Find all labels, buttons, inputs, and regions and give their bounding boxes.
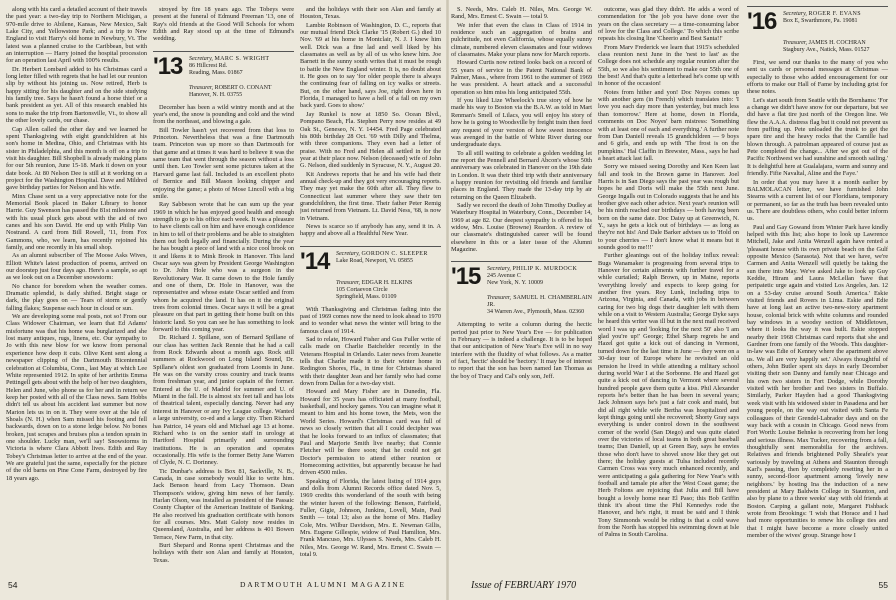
paragraph: Minx Chase sent us a very appreciative note for the Memorial Book placed in Baker Library to honor Harrie. Guy Swenson has passed the 81st milestone and with his usual pluck gets about with the aid of two canes and his son David. He end up with Philip Van Nostrand. A card from Bill Rowell, '11, from Fox Gammons, who, we learn, has recently rejoined his family, and one recently in his small shop. <box>6 192 147 251</box>
paragraph: Howard and Mary Fisher are in Dunedin, Fla. Howard for 35 years has officiated at many football, basketball, and hockey games. You can imagine what it meant to him and his home town, the Mets, won the World Series. Howard's Christmas card was full of news so closely written that all I could decipher was that he looks forward to an influx of classmates; that Paul and Marjorie Smith live nearby; that Connie Fletcher will be there soon; that he could not get Doctor's permission to attend either reunion or Homecoming activities, but apparently because he had driven 4500 miles. <box>300 388 441 477</box>
class-1914-treasurer: Treasurer, EDGAR H. ELKINS 105 Cortaevon Circle Springfield, Mass. 01109 <box>336 279 413 300</box>
right-column-3 <box>747 6 888 576</box>
paragraph: First, we send our thanks to the many of you who sent us cards or personal messages at Christmas — especially to those who added encouragement for our efforts to make our Hall of Fame by including grist for these notes. <box>747 59 888 96</box>
page-number-left: 54 <box>8 580 18 590</box>
paragraph: Burt Shepard and Ronna spent Christmas and the holidays with their son Alan and family at Houston, Texas. <box>153 542 294 564</box>
paragraph: Kit Andrews reports that he and his wife had their annual check-up and they got very encouraging reports. They may yet make the 60th after all. They flew to Connecticut last summer where they saw their ten grandchildren, the first time. Their father Peter Remig just returned from Vietnam. Lt. David Ness, '68, is now in Vietnam. <box>300 170 441 222</box>
issue-date-footer: Issue of FEBRUARY 1970 <box>471 580 577 591</box>
paragraph: Tic Dunbar's address is Box 81, Sackville, N. B., Canada, in case somebody would like to write him. Jack Benson heard from Lacy Thomson. Dean Thompson's widow, giving him news of her family. Harlan Olson, was installed as president of the Passaic County Chapter of the American Institute of Banking. He also received his graduation certificate with honors for all courses. Mrs. Matt Galoty now resides in Queensland, Australia, and her address is 401 Bowen Terrace, New Farm, in that city. <box>153 467 294 541</box>
paragraph: Sorry we missed seeing Dorothy and Ken Keen last fall and took in the Brown game in Hanover. Joel Harris is in San Diego says the past year was rough but hopes he and Doris will make the 55th next June. George Ingalls out in Colorado suggests that he and his brother give each other advice. Next year's reunion will be his ninth reached our birthdays — both having been born on the same date. Doc Daisy up at Greenwich, N. Y., says he gets a kick out of birthdays — as long as they're not his! And Dale Barker advises us to 'Hold on to your cherries — I don't know what it means but it sounds good to me!!!' <box>598 163 739 251</box>
class-1913-secretary: Secretary, MARC S. WRIGHT 86 Hillcrest Rd. Reading, Mass. 01867 <box>189 55 270 76</box>
class-year-1916: '16 <box>747 8 777 35</box>
paragraph: To all still waiting to celebrate a golden wedding let me report the Pennell and Bernard Abcon's whose 50th anniversary was celebrated in Hanover on the 19th date in London. It was their third trip with their anniversary a happy reunion for revisiting old friends and familiar places in England. They made the 13-day trip by air returning on the Queen Elizabeth. <box>451 149 592 201</box>
paragraph: Let's start south from Seattle with the Bornhams: 'For a change we didn't have snow for our departure, but we did have a flat tire just north of the Oregon line. We flew the A.A.A. distress flag but it could not prevent us from puffing up. Pete unloaded the trunk to get the spare tire and the heavy rocks that the Camille had blown through. A patrolman appeared of course just as Pete completed the change... After we got out of the Pacific Northwest we had sunshine and smooth sailing.' It is delightful here at Gualalajara, warm and sunny and friendly. Fifie Navaltal, Aline and the Faye.' <box>747 96 888 178</box>
paragraph: Notes from hither and yon! Doc Noyes comes up with another gem (in French) which translates into: 'I love you each day more than yesterday, but much less than tomorrow.' Here at home, down in Florida, comments on Doc Noyes' barn mistress: 'Something with at least one of each and everything.' A further note from Dan Daniell reveals 15 grandchildren — 9 boys and 6 girls, and ends up with 'The frost is on the pumpkins.' Hal Claffin in Brewster, Mass., says he had a heart attack last fall. <box>598 88 739 162</box>
left-column-3 <box>300 6 441 576</box>
paragraph: along with his card a detailed account of their travels the past year: a two-day trip to Northern Michigan, a 970-mile drive to Abilene, Kansas, New Mexico, Salt Lake City, and Yellowstone Park; and a trip to New England to visit Harry's old home in Newbury, Vt. The latest was a planned cruise to the Caribbean, but with an interruption — Harry joined the hospital procession for an operation last April with 100% results. <box>6 6 147 65</box>
paragraph: and the holidays with their son Alan and family at Houston, Texas. <box>300 6 441 21</box>
paragraph: No chance for boredom when the weather comes. Dramatic splendid, is daily shifted. Bright stage or dark, the play goes on — Tears of storm or gently falling flakes; Suspense each hour in cloud or sun. <box>6 282 147 312</box>
class-1914-header <box>300 246 441 274</box>
paragraph: We are developing some real posts, not so! From our Class Widower Chairman, we learn that Ed Adams' misfortune was that his home was burglarized and she lost many antiques, rugs, linens, etc. Our sympathy to Jo with this new blow for we know from personal experience how deep it cuts. Olive Kent sent along a newspaper clipping of the Dartmouth Bicentennial celebration at Columbia, Conn., last May at which Lee White represented 1912. In spite of her arthritis Emma Pettingell gets about with the help of her two daughters, Helen and June, who phone us for her and in return we keep her posted with all of the Class news. Sam Hobbs didn't tell us about his accident last summer but now Marion lets us in on it. They were over at the Isle of Shoals (N. H.) when Sam missed his footing and fell backwards, down on to a stone ledge below. No bones broken, just scrapes and bruises plus a tendon sprain in one shoulder. Lucky man, we'll say! Snowstorms in Victoria is where Clara Abbott lives. Edith and Ray Tobey's Christmas letter to arrive at the end of the year. We are grateful just the same, especially for the picture of the old barns on Pine Cone Farm, destroyed by fire 18 years ago. <box>6 313 147 482</box>
paragraph: Sad to relate, Howard Fisher and Gus Fuller write of calls made on Charlie Batchelder recently in the Veterans Hospital in Orlando. Later news from Jeanette tells that Charlie made it to their winter home in Redington Shores, Fla., in time for Christmas shared with their daughter Jean and her family who had come down from Dallas for a two-day visit. <box>300 336 441 388</box>
paragraph: Dr. Richard J. Spillane, son of Bernard Spillane of our class has written Jack Rennie that he had a call from Rock Edwards about a month ago. Rock still summers at Rockwood on Long Island Sound, Dr. Spillane's oldest son graduated from Loomis in June. He was on the varsity cross country and track teams from freshman year, and junior captain of the former. Entered at the U. of Madrid for summer and U. of Miami in the fall. He is almost six feet tall and has lots of theatrical talent, especially dancing. Never had any interest in Hanover or any Ivy League college. Wanted a large university, co-ed and a large city. Then Richard has Patrice, 14 years old and Michael age 13 at home. Richard who is on the senior staff in urology at Hartford Hospital primarily and surrounding institutions. He is an operation and operates occasionally. His wife is the former Betty Jane Warren of Clyde, N. C. Dorinney. <box>153 334 294 467</box>
paragraph: Jay Runkel is now at 1850 So. Ocean Blvd., Pompano Beach, Fla. Stephen Perry now resides at 49 Oak St., Geneseo, N. Y. 14454. Fred Page celebrated his 80th birthday 28 Oct. '69 with Dilly and Thelma, with three companions. They even had a letter of praise. With no Fred and Helen all settled in for the year at their place now. Nelson (deceased) wife of John G. Nelson, died suddenly in Syracuse, N. Y., August 20. <box>300 110 441 170</box>
paragraph: Sadly we record the death of John Timothy Dudley at Waterbury Hospital in Waterbury, Conn., December 14, 1969 at age 82. Our deepest sympathy is offered to his widow, Mrs. Louise (Browne) Reardon. A review of our classmate's distinguished career will be found elsewhere in this or a later issue of the Alumni Magazine. <box>451 201 592 253</box>
paragraph: News is scarce so if anybody has any, send it in. A happy and above all a Healthful New Year. <box>300 222 441 238</box>
paragraph: If you liked Lize Wheelock's true story of how he made his way to Boston via the B.A.W. as told in Mart Renman's Smell of Lilacs, you will enjoy his story of how he is going to Woodsville by freight train then feed any request of your version of how sweet innocence was avenged in the battle of White River during our undergraduate days. <box>451 97 592 149</box>
class-1913-header <box>153 51 294 79</box>
paragraph: From Marv Frederick we learn that 1915's scheduled class reunion next June in the 'nest to last' as the College does not schedule any regular reunion after the 55th, so we also his sentiment to make our 55th one of the best! And that's quite a letterhead he's come up with in honor of the occasion! <box>598 43 739 88</box>
class-1915-secretary: Secretary, PHILIP K. MURDOCK 245 Avenue C New York, N. Y. 10009 <box>487 266 578 287</box>
class-1914-secretary: Secretary, GORDON C. SLEEPER Lake Road, Newport, Vt. 05855 <box>336 250 428 264</box>
class-1916-treasurer: Treasurer, JAMES H. COCHRAN Stagbury Ave., Natick, Mass. 01527 <box>783 40 870 53</box>
class-year-1915: '15 <box>451 263 481 291</box>
right-column-1 <box>451 6 592 576</box>
right-column-2 <box>598 6 739 576</box>
left-column-1 <box>6 6 147 576</box>
paragraph: Speaking of Florida, the latest listing of 1914 guys and dolls from Alumni Records office dated Nov. 5, 1969 credits this wonderland of the south with being the winter haven of the following: Benson, Fairfield, Fuller, Gigie, Johnson, Junkins, Lovell, Main, Paul Smith — total 13; also as the home of Mrs. Hadley Cole, Mrs. Wilbur Davidson, Mrs. E. Newman Gillis, Mrs. Eugene Gillespie, widow of Paul Hamilton, Mrs. Frank Mancuso, Mrs. Ulysses S. Needs, Mrs. Caleb H. Niles, Mrs. George W. Rand, Mrs. Ernest C. Swain — total 9. <box>300 477 441 558</box>
paragraph: As an alumni subscriber of The Moose Asks Wives, Elliott White's latest production of poems, arrived on our doorstep just four days ago. Here's a sample, so apt as we look out on a December snowstorm: <box>6 252 147 282</box>
paragraph: Bill Towler hasn't yet recovered from that loss to Princeton. Nevertheless that was a fine Dartmouth team. Princeton was up more so than Dartmouth for that game and at times it was hard to believe it was the same team that went through the season without a loss until then. Leo Towler sent some pictures taken at the Harvard game last fall. Included is an excellent photo of Bernice and Bill Mason looking chipper and enjoying the game; a photo of Mose Lincoll with a big smile. <box>153 126 294 200</box>
paragraph: Ray Sabbeson wrote that he can sum up the year 1969 in which he has enjoyed good health and enough strength to go to his office each week. It was a pleasure to have clients call on him and have enough confidence in him to tell of their problems and be able to straighten them out both legally and financially. During the year he has bought a piece of land with a nice cool brook on it and likens it to Mink Brook in Hanover. This land Oscar says was given by President George Washington to Dr. John Hole who was a surgeon in the Revolutionary War. It came down to the Hole family and one of them, Dr. Hole in Hanover, was the representative and whose estate Oscar settled and from whom he acquired the land. It has on it the original trees from colonial times. Oscar says it will be a great pleasure on that part in getting their home built on this historic land. So you can see he has something to look forward to this coming year. <box>153 201 294 334</box>
paragraph: stroyed by fire 18 years ago. The Tobeys were present at the funeral of Edmund Freeman '13, one of Ray's old friends at the Good Will Schools for whom Edith and Ray stood up at the time of Edmund's wedding. <box>153 6 294 43</box>
paragraph: outcome, was glad they didn't. He adds a word of commendation for 'the job you have done over the years on the class secretary — a time-consuming labor of love for the Class and College.' To which this scribe repeats his closing line 'Cheerio and Best Santa!!' <box>598 6 739 43</box>
class-1916-header <box>747 6 888 34</box>
paragraph: Attempting to write a column during the hectic period just prior to New Year's Eve — for publication in February — is indeed a challenge. It is to be hoped that our anticipation of New Year's Eve will in no way interfere with the fluidity of what follows. As a matter of fact, 'hectic' should be 'hectory.' It may be of interest to report that the son has been named Ian Thomas as the boy of Tracy and Cal's only son, Jeff. <box>451 321 592 380</box>
paragraph: December has been a wild wintry month and at the year's end, the snow is pounding and cold and the wind from the northeast, and blowing a gale. <box>153 103 294 126</box>
paragraph: Further gleanings out of the holiday influx reveal: Bugs Wanamaker is progressing from several trips to Hanover for certain ailments with further travel for a while curtailed; Ralph Brown, up in Maine, reports 'everything lovely' and expects to keep going for another five years. Roy Lunk, including trips to Arizona, Virginia, and Canada, with jobs in between caring for two big dogs their daughter left with them while on a visit to Western Australia; George Dyke says he heard this writer was ill but in the next mail received word I was up and 'looking for the next 50' also 'I am glad you're up!' George; Ethel Sharp regrets he and Hazel got quite a kick out of dancing in Vermont, turned down for the last time in June — they were on a 30-day tour of Europe where he revisited an old pension he lived in while attending a military school during world War I at the Sorbonne. He and Hazel got quite a kick out of dancing in Vermont where several hundred people gave them quite a kiss. Phil Alexander reports he's better than he has been in several years; Jack Johnson says he's just a fair cook and maid, but did all right while wife Bertha was hospitalized and kept things going until she recovered; Shorty Gray says everything is under control down in the southwest corner of the world (San Diego) and was quite elated over the victories of local teams in both great baseball teams; Dan Daniell, up at Green Bay, says he envies those who don't have to shovel snow like they get out there; the holiday guests at Tulsa included recently Carmen Cross was very much enhanced recently, and were anticipating a gala gathering for New Year's with football and tamale pie after the West Coast game; the Herb Foltons are rejoicing that Julia and Bill have bought a lovely home near El Paso; this Bob Griffin think it's about time the Phil Kennedys rode the Hanover, and he's right, it must be said and I think Tony Simmonds would be riding is that a cold wave from the North has stopped his swimming down at Isle of Palms in South Carolina. <box>598 252 739 539</box>
left-page <box>0 0 447 600</box>
paragraph: Dr. Herbert Lombard added to his Christmas card a long letter filled with regrets that he had let our reunion slip by without his joining us. Now retired, Herb is happy sitting for his daughter and on the side studying his family tree. Says he hasn't found a horse thief or a bank president as yet. All of this research enabled his sons to make the trip from Bartonsville, Vt., to show all the other lovely cards, our chase. <box>6 65 147 125</box>
paragraph: Paul and Gay Gowand from Winter Park have kindly helped with this list; also hope to look up Lawrence Mitchell, Jake and Anita Wenzell again have rented a 'pleasant house with its own private beach on the Gulf opposite Mexico (Sarasota). Not that we have, we're Carmen and Anita Wenzell will quietly be taking the sun there into May. We've asked Jake to look up Guy Keddie, Hiram and Laura McLellan 'have that peripatetic urge again and visited Los Angeles, Jan. 12 on a 53-day cruise around South America.' Eskie visited friends and Rovers in Lima. Eskie and Edie have at long last an active two-new-story apartment house, colonial brick with white columns and rounded bay windows in a woodsy section of Middletown, where it looks the way it was built. Eskie stopped nearby their 1968 Christmas card reports that she and Gardner from one family of the Woods. This daughter-in-law was Edie of Kenney where the apartment above us. We all are very happily set.' Always thoughtful of others, John Butler spent six days in early December visiting their son Danny and family near Chicago and his own two sisters in Fort Dodge, while Dorothy visited with her brother and two sisters in Buffalo. Similarly, Parker Hayden had a good Thanksgiving week visit with his widowed sister in Pasadena and her young people, on the way out visited with Santa Fe colleagues of their Grendel-Labrador days and on the way back with a cousin in Chicago. Good news from Fort Worth: Louise Behnke is recovering from her long and serious illness. Max Tucker, recovering from a fall, thoughtfully sent memorabilia for the archives. Relatives and friends brightened Polly Sheafe's year variously by traveling at Athens and Staunton through Karl's passing, then by completely resetting her in a sunny, second-floor apartment among 'lovely new neighbors.' by hosting Ina the induction of a new president at Mary Baldwin College in Staunton, and also by plane to a three weeks' stay with old friends at Boston. Carping a gallant note, Margaret Fishback wrote from Brookings: 'I wish that Horace and I had had more opportunities to renew his college ties and that I might have become a more closely united member of the wives' group. Strange how I <box>747 223 888 539</box>
class-1915-treasurer: Treasurer, SAMUEL H. CHAMBERLAIN JR. 34 Warren Ave., Plymouth, Mass. 02360 <box>487 295 592 316</box>
left-column-2 <box>153 6 294 576</box>
paragraph: In order that you may have it a month earlier by BALMOLACAN letter, we have furnished John Stearns with a current list of our Floridians, temporary or permanent, so far as the truth has been revealed unto us. There are doubtless others, who could better inform us. <box>747 178 888 223</box>
magazine-title-footer: DARTMOUTH ALUMNI MAGAZINE <box>240 580 406 589</box>
class-year-1913: '13 <box>153 52 183 80</box>
page-number-right: 55 <box>878 580 888 590</box>
class-1915-header <box>451 261 592 289</box>
class-1916-secretary: Secretary, ROGER F. EVANS Box E, Swarthmore, Pa. 19081 <box>783 11 861 24</box>
paragraph: We infer that even the class in Class of 1914 in residence such an aggregation of brains and pulchritude, not even California, whose equally sunny climate, numbered eleven classmates and four widows of classmates. Make your plans now for March reports. <box>451 21 592 59</box>
paragraph: With Thanksgiving and Christmas fading into the past of 1969 comes now the need to look ahead to 1970 and to wonder what news the winter will bring to the famous class of 1914. <box>300 305 441 335</box>
right-page <box>449 0 896 600</box>
paragraph: S. Needs, Mrs. Caleb H. Niles, Mrs. George W. Rand, Mrs. Ernest C. Swain — total 9. <box>451 6 592 21</box>
class-year-1914: '14 <box>300 247 330 275</box>
paragraph: Howard Curtis now retired looks back on a record of 55 years of service in the Patent National Bank of Palmer, Mass., where from 1961 to the summer of 1969 he was president. A heart attack and a successful operation so him miss his long anticipated 55th. <box>451 59 592 96</box>
paragraph: Lambie Robinson of Washington, D. C., reports that our mutual friend Dick Clarke '15 (Robert G.) died 10 Nov. '69 at his home in Montclair, N. J. I knew him well. Dick was a fine lad and well liked by his classmates as well as by all of us who knew him. Joe Barnett in the sunny south writes that it must be rough to battle the New England winter. It is, no doubt about it. He goes on to say 'for older people there is always the continuing fear of falling on icy walks or streets. But, on the other hand, says Joe, right down here in Florida, I managed to have a hell of a fall on my own back yard. Goes to show.' <box>300 21 441 110</box>
paragraph: Cap Allen called the other day and we learned he spent Thanksgiving with eight grandchildren at his son's home in Medina, Ohio, and Christmas with his sister in Philadelphia, and this month is off on a trip to visit his daughter. Bill Shopbell is already making plans for our 5th reunion, June 15-18. Mark it down on your date book. At 80 Nelson Dee is still at it working on a project for the Washington Hospital. Dave and Mildred gave birthday parties for Nelson and his wife. <box>6 125 147 192</box>
class-1913-treasurer: Treasurer, ROBERT O. CONANT Hanover, N. H. 03755 <box>189 84 272 98</box>
